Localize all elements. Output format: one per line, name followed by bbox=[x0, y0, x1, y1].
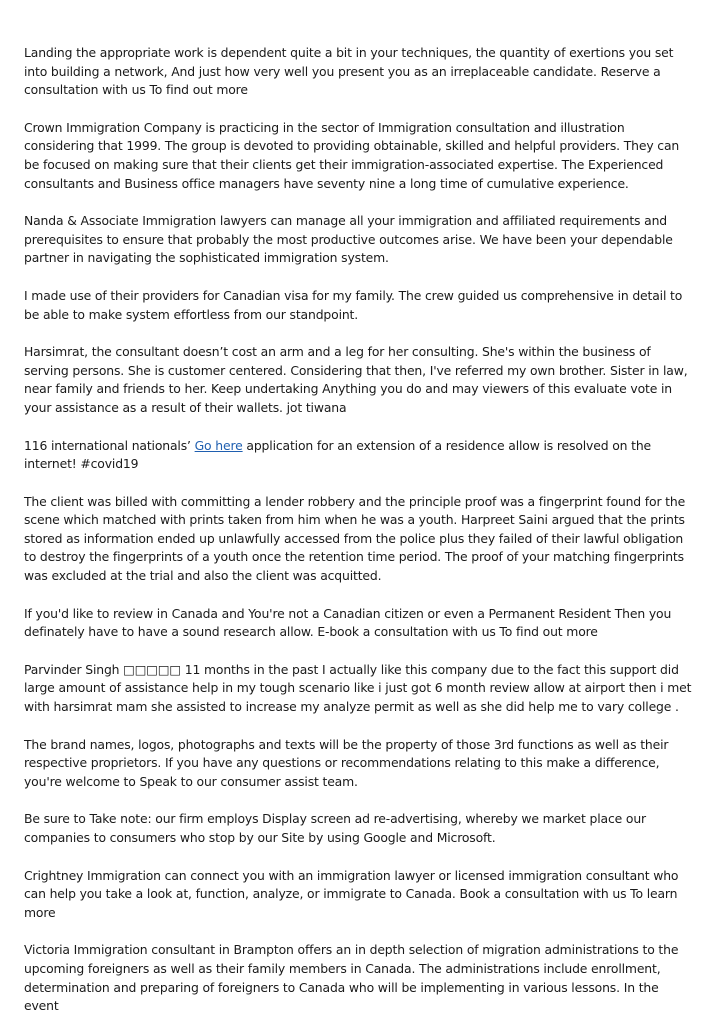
paragraph-bank-robbery-case: The client was billed with committing a lender robbery and the principle proof was a fingerprint found for the scene which matched with prints taken from him when he was a youth. Harpreet Saini argued that the prints stored as information ended up unlawfully accessed from the police plus they failed of their lawful obligation to destroy the fingerprints of a youth once the retention time period. The proof of your matching fingerprints was excluded at the trial and also the client was acquitted. bbox=[24, 493, 686, 584]
paragraph-study-permit: If you'd like to review in Canada and You're not a Canadian citizen or even a Permanent Resident Then you definately have to have a sound research allow. E-book a consultation with us To find out more bbox=[24, 605, 672, 640]
link-paragraph-before: 116 international nationals’ bbox=[24, 437, 195, 453]
paragraph-crightney-immigration: Crightney Immigration can connect you with an immigration lawyer or licensed immigration consultant who can help you take a look at, function, analyze, or immigrate to Canada. Book a consultation with us To learn more bbox=[24, 867, 679, 920]
paragraph-networking: Landing the appropriate work is dependent quite a bit in your techniques, the quantity of exertions you set into building a network, And just how very well you present you as an irreplaceable candidate. Reserve a consultation with us To find out more bbox=[24, 45, 674, 98]
paragraph-remarketing-note: Be sure to Take note: our firm employs Display screen ad re-advertising, whereby we market place our companies to consumers who stop by our Site by using Google and Microsoft. bbox=[24, 811, 646, 845]
paragraph-canadian-visa-review: I made use of their providers for Canadian visa for my family. The crew guided us comprehensive in detail to be able to make system effortless from our standpoint. bbox=[24, 287, 683, 322]
paragraph-crown-immigration: Crown Immigration Company is practicing in the sector of Immigration consultation and illustration considering that 1999. The group is devoted to providing obtainable, skilled and helpful providers. They can be focused on making sure that their clients get their immigration-associated expertise. The Experienced consultants and Business office managers have seventy nine a long time of cumulative experience. bbox=[24, 119, 680, 191]
paragraph-nanda-associate: Nanda & Associate Immigration lawyers can manage all your immigration and affiliated requirements and prerequisites to ensure that probably the most productive outcomes arise. We have been your dependable partner in navigating the sophisticated immigration system. bbox=[24, 213, 673, 266]
go-here-link[interactable]: Go here bbox=[194, 437, 243, 453]
document-body bbox=[24, 44, 696, 1035]
paragraph-residence-allow bbox=[24, 437, 696, 474]
paragraph-brand-notice: The brand names, logos, photographs and texts will be the property of those 3rd functions as well as their respective proprietors. If you have any questions or recommendations relating to this make a difference, you're welcome to Speak to our consumer assist team. bbox=[24, 736, 669, 789]
paragraph-victoria-immigration: Victoria Immigration consultant in Brampton offers an in depth selection of migration administrations to the upcoming foreigners as well as their family members in Canada. The administrations include enrollment, determination and preparing of foreigners to Canada who will be implementing in various lessons. In the event bbox=[24, 942, 679, 1014]
paragraph-harsimrat-review: Harsimrat, the consultant doesn’t cost an arm and a leg for her consulting. She's within the business of serving persons. She is customer centered. Considering that then, I've referred my own brother. Sister in law, near family and friends to her. Keep undertaking Anything you do and may viewers of this evaluate vote in your assistance as a result of their wallets. jot tiwana bbox=[24, 344, 688, 415]
link-paragraph-after: application for an extension of a residence allow is resolved on the internet! #covid19 bbox=[24, 437, 652, 472]
paragraph-parvinder-review: Parvinder Singh □□□□□ 11 months in the past I actually like this company due to the fact this support did large amount of assistance help in my tough scenario like i just got 6 month review allow at airport then i met with harsimrat mam she assisted to increase my analyze permit as well as she did help me to vary college . bbox=[24, 661, 692, 715]
